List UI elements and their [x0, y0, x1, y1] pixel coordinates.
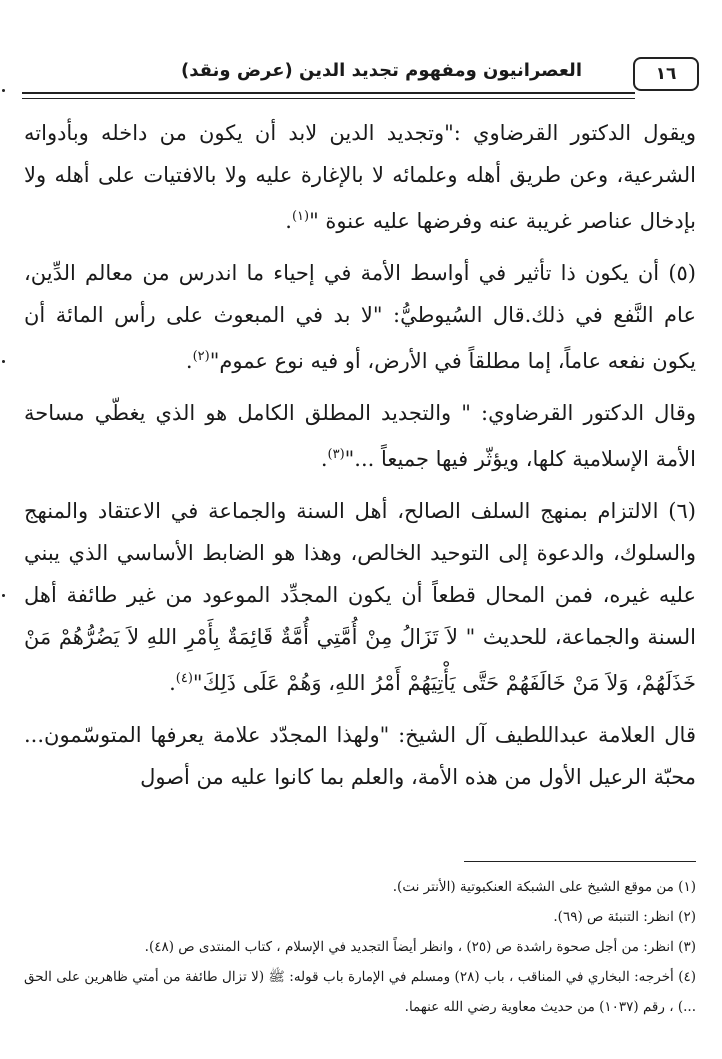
- paragraph: ويقول الدكتور القرضاوي :"وتجديد الدين لابد أن يكون من داخله وبأدواته الشرعية، وعن طريق أهله وعلمائه لا بالإغارة عليه ولا بالافتيات على أهله ولا بإدخال عناصر غريبة عنه وفرضها عليه عنوة "$^{(١)}$.: [24, 121, 696, 233]
- main-text: [24, 112, 696, 808]
- paragraph: وقال الدكتور القرضاوي: " والتجديد المطلق الكامل هو الذي يغطّي مساحة الأمة الإسلامية كلها، ويؤثّر فيها جميعاً ..."$^{(٣)}$.: [24, 401, 696, 471]
- footnote-ref[interactable]: (٣): [327, 447, 345, 462]
- footnote-ref[interactable]: (٤): [175, 671, 193, 686]
- page-number: ١٦: [655, 64, 677, 84]
- paragraph: قال العلامة عبداللطيف آل الشيخ: "ولهذا المجدّد علامة يعرفها المتوسّمون... محبّة الرعيل الأول من هذه الأمة، والعلم بما كانوا عليه من أصول: [24, 723, 696, 789]
- scan-mark: [2, 360, 5, 363]
- paragraph: (٦) الالتزام بمنهج السلف الصالح، أهل السنة والجماعة في الاعتقاد والمنهج والسلوك، والدعوة إلى التوحيد الخالص، وهذا هو الضابط الأساسي الذي يبني عليه غيره، فمن المحال قطعاً أن يكون المجدِّد الموعود من غير طائفة أهل السنة والجماعة، للحديث " لاَ تَزَالُ مِنْ أُمَّتِي أُمَّةٌ قَائِمَةٌ بِأَمْرِ اللهِ لاَ يَضُرُّهُمْ مَنْ خَذَلَهُمْ، وَلاَ مَنْ خَالَفَهُمْ حَتَّى يَأْتِيَهُمْ أَمْرُ اللهِ، وَهُمْ عَلَى ذَلِكَ"$^{(٤)}$.: [24, 499, 696, 695]
- running-header-title: العصرانيون ومفهوم تجديد الدين (عرض ونقد): [181, 60, 582, 81]
- footnote-separator: [464, 861, 696, 862]
- footnote: (٤) أخرجه: البخاري في المناقب ، باب (٢٨) ومسلم في الإمارة باب قوله: ﷺ (لا تزال طائفة من أمتي ظاهرين على الحق ...) ، رقم (١٠٣٧) من حديث معاوية رضي الله عنهما.: [24, 969, 697, 1015]
- footnote-ref[interactable]: (٢): [192, 349, 210, 364]
- footnotes: [24, 872, 696, 1022]
- footnote: (٢) انظر: التنبئة ص (٦٩).: [553, 909, 696, 925]
- header-rule: [22, 92, 635, 94]
- footnote: (١) من موقع الشيخ على الشبكة العنكبوتية (الأنتر نت).: [392, 879, 696, 895]
- scan-mark: [2, 89, 5, 92]
- paragraph: (٥) أن يكون ذا تأثير في أواسط الأمة في إحياء ما اندرس من معالم الدِّين، عام النَّفع في ذلك.قال السُيوطيُّ: "لا بد في المبعوث على رأس المائة أن يكون نفعه عاماً، إما مطلقاً في الأرض، أو فيه نوع عموم"$^{(٢)}$.: [24, 261, 696, 373]
- header-rule-thin: [22, 98, 635, 99]
- footnote: (٣) انظر: من أجل صحوة راشدة ص (٢٥) ، وانظر أيضاً التجديد في الإسلام ، كتاب المنتدى ص (٤٨).: [144, 939, 696, 955]
- scan-mark: [2, 594, 5, 597]
- footnote-ref[interactable]: (١): [291, 209, 310, 224]
- page-number-box: [633, 57, 699, 91]
